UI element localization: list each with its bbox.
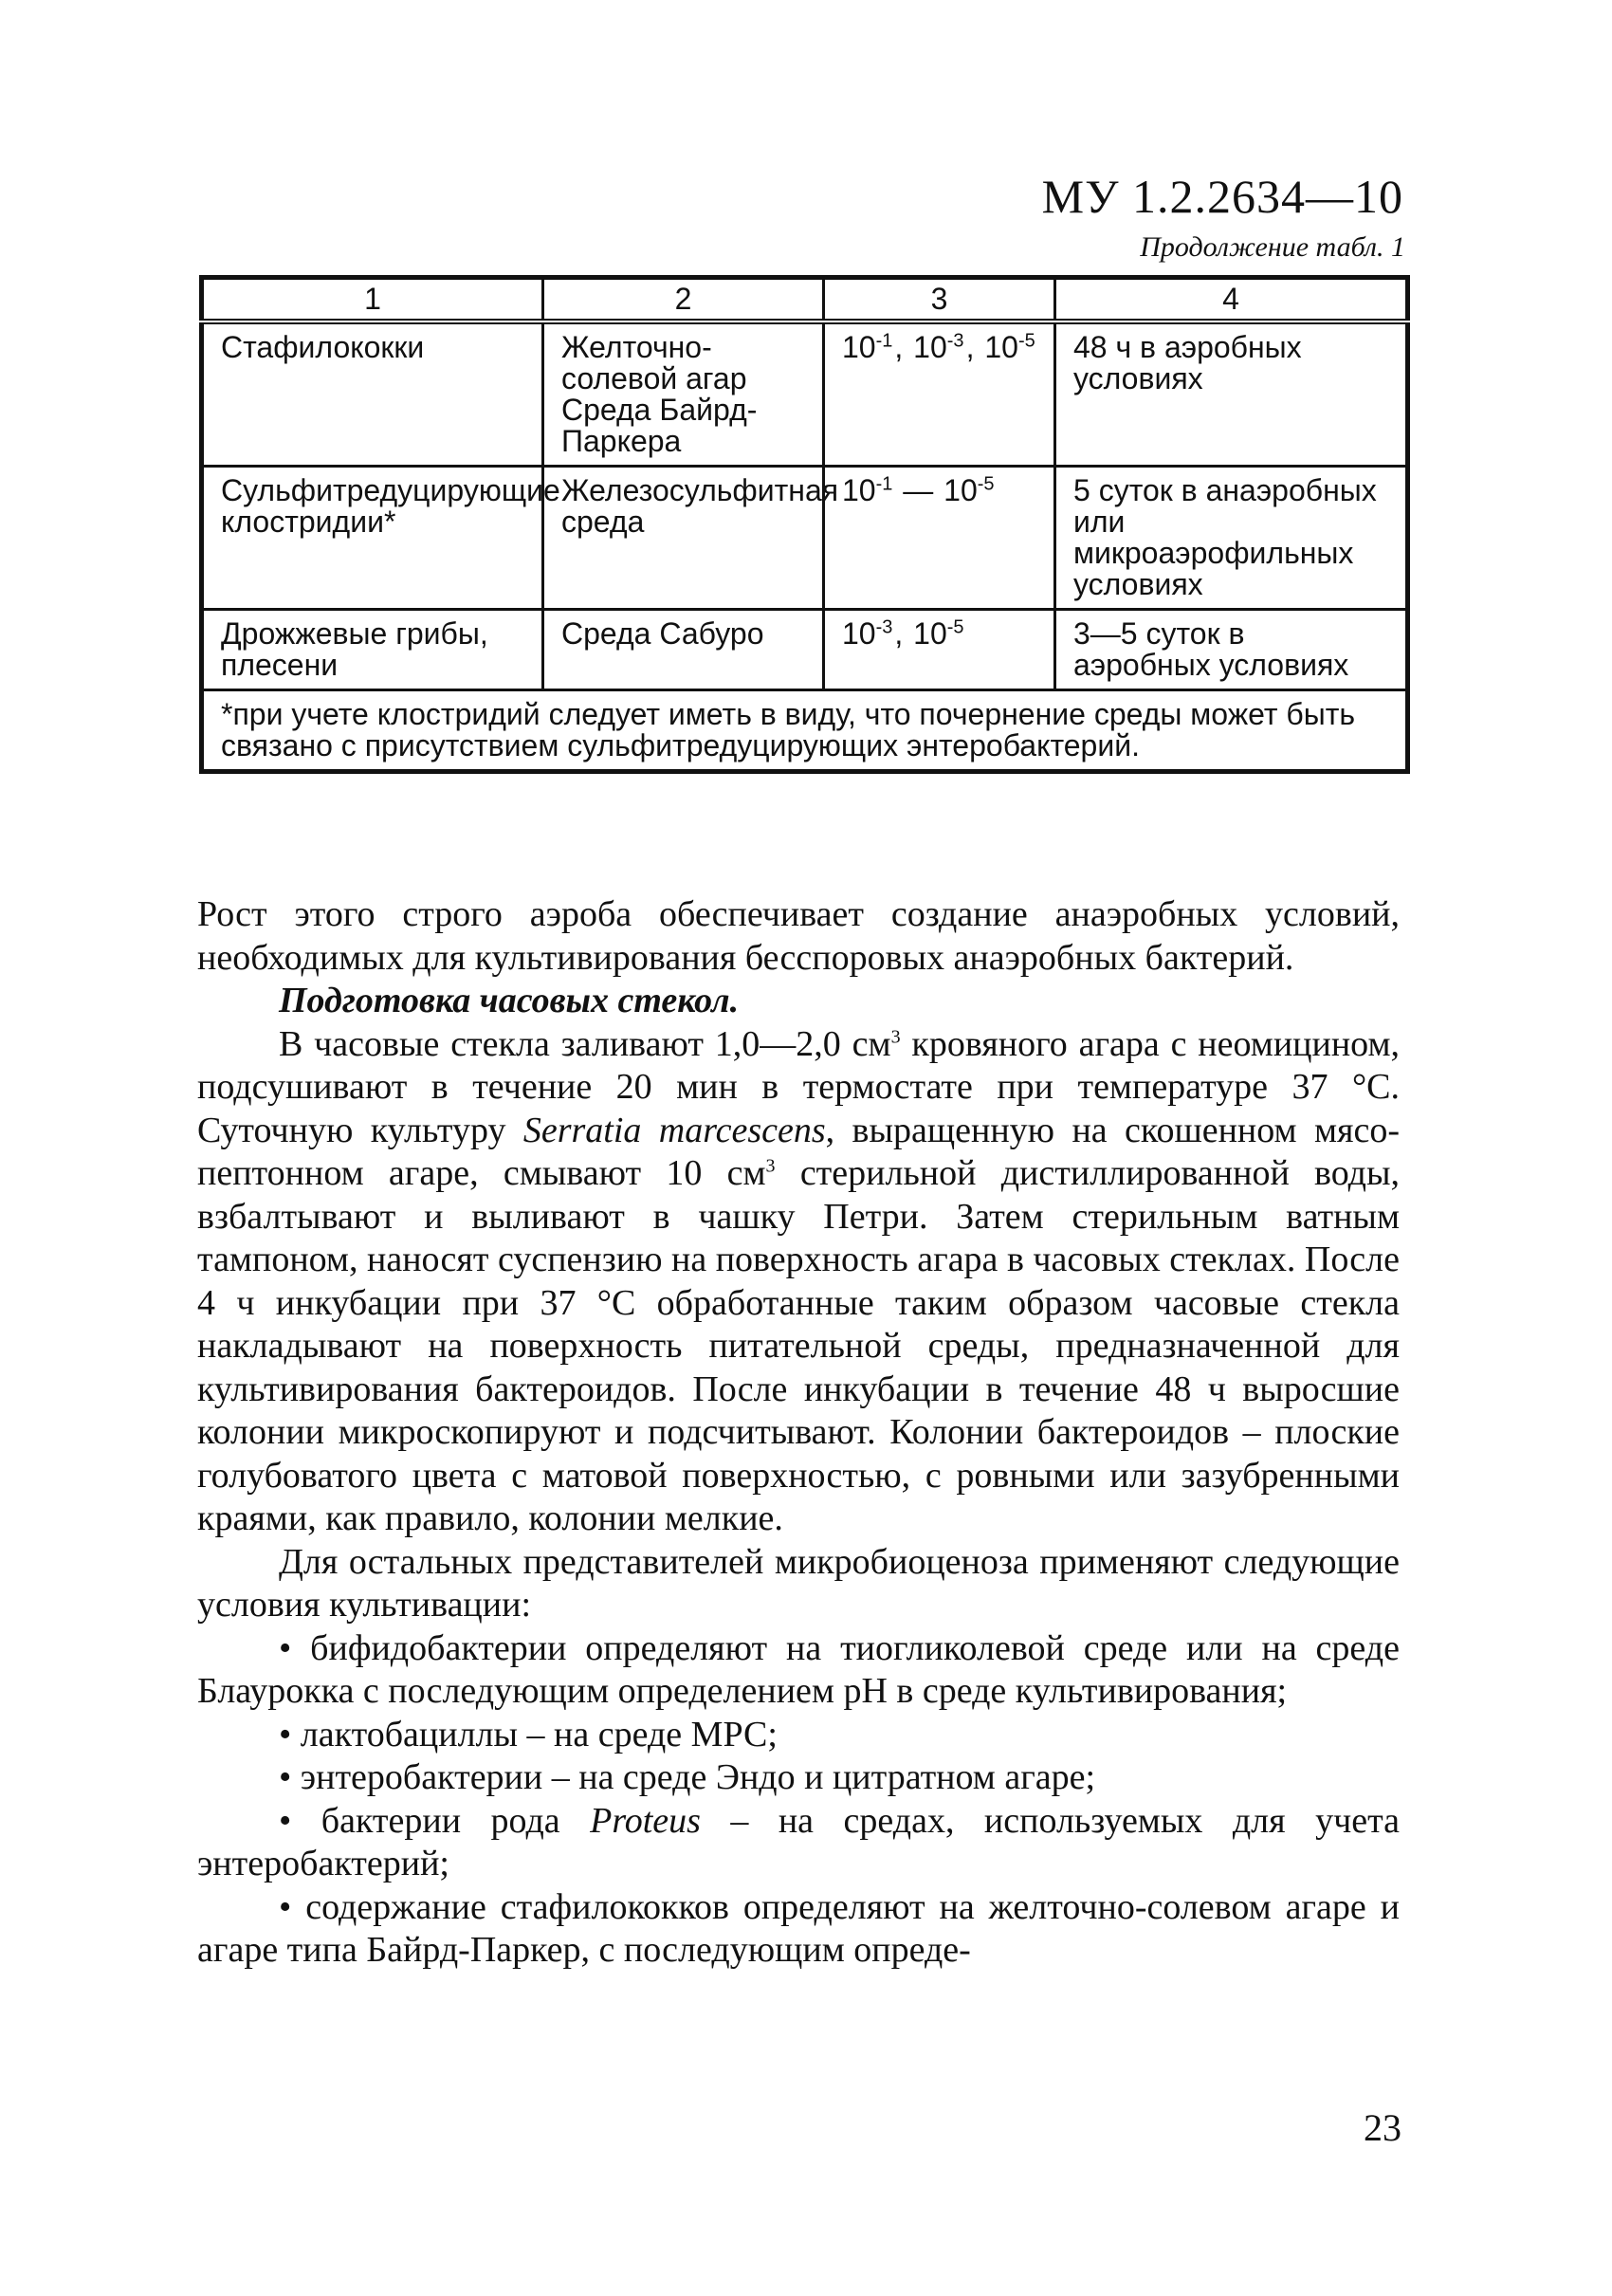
text-run: В часовые стекла заливают 1,0—2,0 см — [279, 1023, 891, 1064]
dilution-base: 10 — [913, 616, 947, 651]
table-row — [202, 321, 1408, 467]
document-code: МУ 1.2.2634—10 — [1041, 170, 1403, 223]
list-item: • содержание стафилококков определяют на желточно-солевом агаре и агаре типа Байрд-Паркер, с последующим опреде- — [197, 1886, 1400, 1970]
dilution-exponent: -1 — [875, 473, 893, 495]
dilution-exponent: -5 — [946, 616, 964, 638]
dilution-base: 10 — [913, 330, 947, 364]
superscript: 3 — [890, 1025, 901, 1047]
cell-conditions: 48 ч в аэробных условиях — [1055, 321, 1408, 467]
list-item — [197, 1800, 1400, 1886]
dilution-separator: , — [965, 330, 983, 364]
table-row — [202, 610, 1408, 690]
list-item: • энтеробактерии – на среде Эндо и цитратном агаре; — [279, 1757, 1096, 1797]
paragraph: Для остальных представителей микробиоценоза применяют следующие условия культивации: — [197, 1541, 1400, 1625]
cell-conditions: 3—5 суток в аэробных условиях — [1055, 610, 1408, 690]
dilution-exponent: -3 — [946, 330, 964, 352]
dilution-exponent: -5 — [1017, 330, 1035, 352]
cell-dilution — [824, 610, 1055, 690]
dilution-base: 10 — [842, 330, 876, 364]
list-item: • бифидобактерии определяют на тиогликолевой среде или на среде Блаурокка с последующим определением pH в среде культивирования; — [197, 1627, 1400, 1711]
cell-medium: Среда Сабуро — [543, 610, 824, 690]
list-item: • лактобациллы – на среде МРС; — [279, 1714, 778, 1754]
text-run: – на средах, используемых для учета энтеробактерий; — [197, 1800, 1401, 1883]
paragraph — [197, 1023, 1400, 1541]
dilution-exponent: -3 — [875, 616, 893, 638]
genus-name: Proteus — [590, 1800, 701, 1841]
cell-organism: Сульфитредуцирующие клостридии* — [202, 467, 543, 610]
text-run: , выращенную на скошенном мясо-пептонном агаре, смывают 10 см — [197, 1110, 1401, 1193]
section-heading: Подготовка часовых стекол. — [279, 981, 740, 1020]
cell-conditions: 5 суток в анаэробных или микроаэрофильных условиях — [1055, 467, 1408, 610]
table-footnote: *при учете клостридий следует иметь в виду, что почернение среды может быть связано с присутствием сульфитредуцирующих энтеробактерий. — [202, 690, 1408, 772]
dilution-separator: — — [894, 473, 943, 507]
species-name: Serratia marcescens — [522, 1110, 826, 1150]
dilution-exponent: -1 — [875, 330, 893, 352]
dilution-base: 10 — [842, 473, 876, 507]
table-continuation-label: Продолжение табл. 1 — [1140, 231, 1405, 263]
column-header: 2 — [543, 278, 824, 322]
media-table — [199, 275, 1410, 774]
cell-medium: Желточно-солевой агар Среда Байрд-Паркера — [543, 321, 824, 467]
dilution-exponent: -5 — [977, 473, 995, 495]
cell-medium: Железосульфитная среда — [543, 467, 824, 610]
cell-dilution — [824, 321, 1055, 467]
dilution-base: 10 — [984, 330, 1018, 364]
text-run: • бактерии рода — [279, 1800, 591, 1841]
text-run: стерильной дистиллированной воды, взбалтывают и выливают в чашку Петри. Затем стерильным ватным тампоном, наносят суспензию на поверхность агара в часовых стеклах. После 4 ч инкубации при 37 °С обработанные таким образом часовые стекла накладывают на поверхность питательной среды, предназначенной для культивирования бактероидов. После инкубации в течение 48 ч выросшие колонии микроскопируют и подсчитывают. Колонии бактероидов – плоские голубоватого цвета с матовой поверхностью, с ровными или зазубренными краями, как правило, колонии мелкие. — [197, 1153, 1400, 1538]
table-header-row — [202, 278, 1408, 322]
cell-organism: Стафилококки — [202, 321, 543, 467]
cell-dilution — [824, 467, 1055, 610]
dilution-separator: , — [894, 330, 912, 364]
superscript: 3 — [765, 1155, 776, 1177]
column-header: 3 — [824, 278, 1055, 322]
cell-organism: Дрожжевые грибы, плесени — [202, 610, 543, 690]
text-run: кровяного агара с неомицином, подсушивают в течение 20 мин в термостате при температуре 37 °С. Суточную культуру — [197, 1023, 1400, 1150]
dilution-base: 10 — [943, 473, 978, 507]
body-text — [197, 893, 1400, 1973]
dilution-base: 10 — [842, 616, 876, 651]
table-footnote-row — [202, 690, 1408, 772]
column-header: 4 — [1055, 278, 1408, 322]
page-number: 23 — [1364, 2106, 1401, 2149]
paragraph: Рост этого строго аэроба обеспечивает создание анаэробных условий, необходимых для культивирования бесспоровых анаэробных бактерий. — [197, 894, 1400, 978]
dilution-separator: , — [894, 616, 912, 651]
table-row — [202, 467, 1408, 610]
column-header: 1 — [202, 278, 543, 322]
